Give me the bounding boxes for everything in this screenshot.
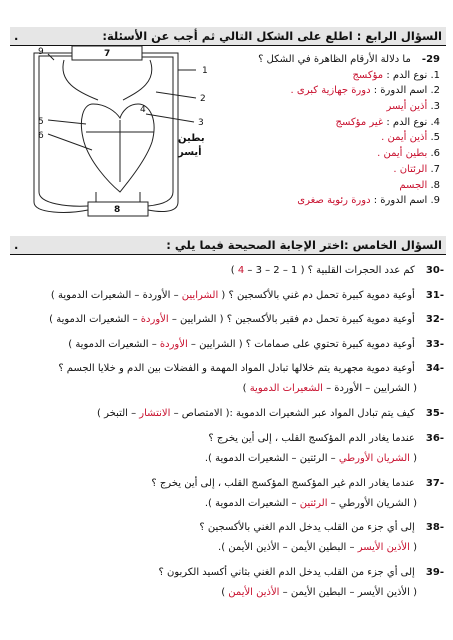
question-36-options — [0, 453, 417, 464]
question-text: إلى أي جزء من القلب يدخل الدم الغني بالأكسجين ؟ — [199, 522, 415, 533]
diagram-label-9: 9 — [38, 47, 44, 57]
vessel-left-inner — [39, 56, 88, 206]
circulation-diagram — [28, 42, 216, 227]
heart-outline — [81, 104, 154, 192]
q29-item-label: اسم الدورة : — [373, 195, 428, 207]
question-text: ( الشريان الأورطي – — [327, 498, 417, 509]
correct-answer: الرئتين — [299, 498, 328, 509]
question-tail: – التبخر ) — [97, 408, 140, 419]
section5-dot: . — [14, 238, 19, 252]
diagram-label-8: 8 — [114, 205, 121, 215]
correct-answer: 4 — [237, 265, 245, 276]
diagram-label-4: 4 — [140, 105, 146, 115]
question-text: إلى أي جزء من القلب يدخل الدم الغني بثاني أكسيد الكربون ؟ — [158, 567, 415, 578]
section4-dot: . — [14, 29, 19, 43]
question-34-options — [0, 383, 417, 394]
q29-item-number: 5. — [430, 132, 440, 144]
question-tail: ) — [221, 587, 229, 598]
question-34 — [4, 363, 444, 374]
question-33 — [4, 339, 444, 350]
diagram-caption-2: أيسر — [178, 147, 202, 158]
question-number: -30 — [425, 265, 444, 276]
q29-item — [250, 162, 440, 178]
question-39-options — [0, 587, 417, 598]
q29-item — [250, 99, 440, 115]
q29-item-label: نوع الدم : — [386, 69, 428, 81]
correct-answer: الانتشار — [139, 408, 171, 419]
q29-item — [250, 83, 440, 99]
question-text: عندما يغادر الدم غير المؤكسج المؤكسج القلب ، إلى أين يخرج ؟ — [151, 478, 415, 489]
question-text: أوعية دموية كبيرة تحمل دم فقير بالأكسجين ؟ ( الشرايين – — [168, 314, 415, 325]
question-29 — [250, 52, 440, 209]
question-38 — [4, 522, 444, 533]
diagram-label-3: 3 — [198, 118, 204, 128]
diagram-label-1: 1 — [202, 66, 208, 76]
q29-item-label: اسم الدورة : — [373, 85, 428, 97]
question-31 — [4, 290, 444, 301]
question-text: كم عدد الحجرات القلبية ؟ ( 1 – 2 – 3 – — [244, 265, 415, 276]
question-tail: – البطين الأيمن – الأذين الأيمن ). — [218, 542, 358, 553]
question-text: ( — [409, 453, 417, 464]
q29-item-number: 2. — [430, 85, 440, 97]
section5-title: السؤال الخامس :اختر الإجابة الصحيحة فيما يلي : — [166, 238, 442, 252]
diagram-label-6: 6 — [38, 131, 44, 141]
q29-item-answer: غير مؤكسج — [335, 116, 384, 128]
q29-item-number: 3. — [430, 101, 440, 113]
q29-item — [250, 146, 440, 162]
q29-item — [250, 130, 440, 146]
q29-prompt: ما دلالة الأرقام الظاهرة في الشكل ؟ — [258, 54, 411, 65]
question-39 — [4, 567, 444, 578]
correct-answer: الأوردة — [159, 339, 188, 350]
correct-answer: الأذين الأيسر — [357, 542, 410, 553]
diagram-label-5: 5 — [38, 117, 44, 127]
question-text: عندما يغادر الدم المؤكسج القلب ، إلى أين يخرج ؟ — [208, 433, 415, 444]
correct-answer: الشرايين — [181, 290, 219, 301]
diagram-label-2: 2 — [200, 94, 206, 104]
question-38-options — [0, 542, 417, 553]
question-37-options — [0, 498, 417, 509]
q29-item-number: 6. — [430, 148, 440, 160]
question-tail: – الأوردة – الشعيرات الدموية ) — [50, 290, 182, 301]
correct-answer: الشعيرات الدموية — [249, 383, 323, 394]
q29-item-answer: بطين أيمن . — [377, 148, 428, 160]
q29-item-label: نوع الدم : — [386, 116, 428, 128]
question-tail: ) — [242, 383, 250, 394]
section5-underline — [10, 254, 446, 255]
leader-9 — [48, 54, 54, 60]
question-number: -36 — [425, 433, 444, 444]
question-32 — [4, 314, 444, 325]
question-36 — [4, 433, 444, 444]
question-35 — [4, 408, 444, 419]
question-number: -31 — [425, 290, 444, 301]
section4-title: السؤال الرابع : اطلع على الشكل التالي ثم أجب عن الأسئلة: — [102, 29, 442, 43]
question-number: -34 — [425, 363, 444, 374]
question-37 — [4, 478, 444, 489]
question-text: أوعية دموية مجهرية يتم خلالها تبادل المواد المهمة و الفضلات بين الدم و خلايا الجسم ؟ — [58, 363, 415, 374]
aorta-vessels — [96, 192, 140, 202]
question-tail: – الشعيرات الدموية ) — [68, 339, 160, 350]
question-tail: – الشعيرات الدموية ) — [49, 314, 141, 325]
q29-number: 29- — [421, 54, 440, 65]
question-tail: ) — [230, 265, 238, 276]
pulmonary-vessel-1 — [63, 60, 98, 100]
question-text: ( — [409, 542, 417, 553]
leader-6 — [48, 134, 92, 150]
question-number: -39 — [425, 567, 444, 578]
q29-item-answer: أذين أيسر — [386, 101, 428, 113]
question-tail: – الرئتين – الشعيرات الدموية ). — [204, 453, 339, 464]
q29-item-answer: الجسم — [399, 179, 428, 191]
question-number: -38 — [425, 522, 444, 533]
leader-2 — [156, 92, 196, 98]
q29-item-answer: دورة جهازية كبرى . — [290, 85, 371, 97]
q29-item-number: 8. — [430, 179, 440, 191]
question-tail: – الشعيرات الدموية ). — [204, 498, 300, 509]
question-30 — [4, 265, 444, 276]
q29-item-number: 4. — [430, 116, 440, 128]
q29-item-answer: مؤكسج — [352, 69, 384, 81]
diagram-label-7: 7 — [104, 49, 111, 59]
q29-item-answer: دورة رئوية صغرى — [297, 195, 371, 207]
question-text: أوعية دموية كبيرة تحتوي على صمامات ؟ ( الشرايين – — [187, 339, 415, 350]
question-text: ( الأذين الأيسر – البطين الأيمن – — [279, 587, 417, 598]
leader-5 — [48, 120, 86, 124]
pulmonary-vessel-2 — [123, 60, 152, 100]
correct-answer: الأذين الأيمن — [228, 587, 280, 598]
question-number: -37 — [425, 478, 444, 489]
section5-header — [10, 236, 446, 254]
q29-item-answer: أذين أيمن . — [381, 132, 428, 144]
q29-item — [250, 68, 440, 84]
correct-answer: الأوردة — [140, 314, 169, 325]
q29-item — [250, 193, 440, 209]
q29-item — [250, 178, 440, 194]
q29-item — [250, 115, 440, 131]
question-number: -33 — [425, 339, 444, 350]
question-number: -35 — [425, 408, 444, 419]
q29-item-number: 9. — [430, 195, 440, 207]
q29-item-number: 1. — [430, 69, 440, 81]
question-text: أوعية دموية كبيرة تحمل دم غني بالأكسجين ؟ ( — [218, 290, 415, 301]
question-text: كيف يتم تبادل المواد عبر الشعيرات الدموية :( الامتصاص – — [170, 408, 415, 419]
question-text: ( الشرايين – الأوردة – — [322, 383, 417, 394]
q29-item-answer: الرئتان . — [393, 163, 428, 175]
correct-answer: الشريان الأورطي — [338, 453, 410, 464]
diagram-caption-1: بطين — [178, 133, 205, 144]
q29-item-number: 7. — [430, 163, 440, 175]
question-number: -32 — [425, 314, 444, 325]
